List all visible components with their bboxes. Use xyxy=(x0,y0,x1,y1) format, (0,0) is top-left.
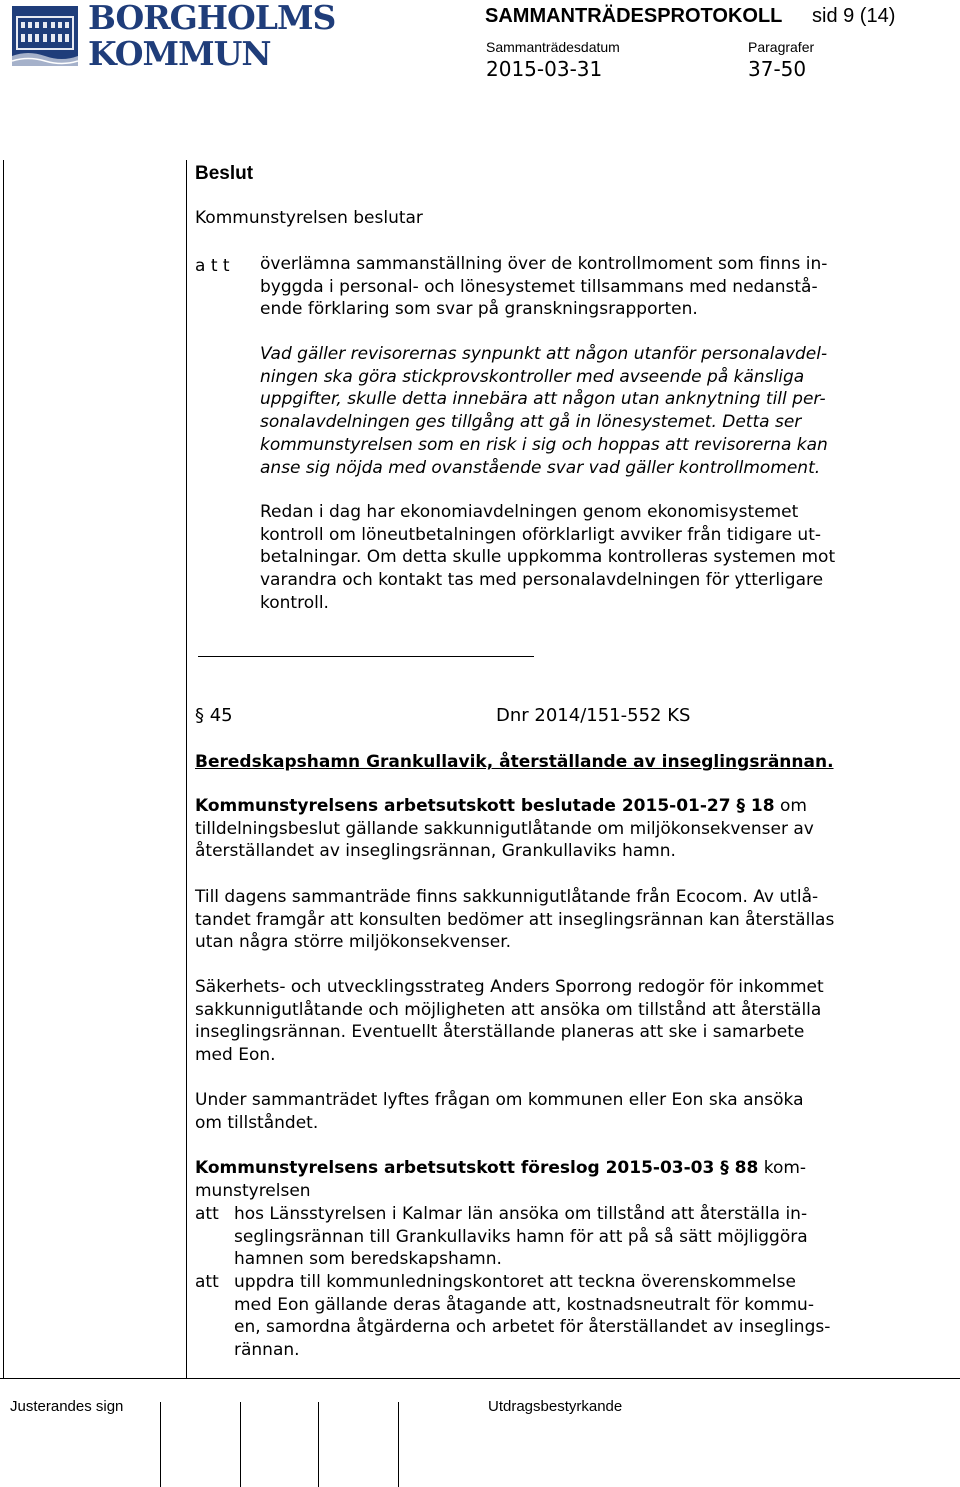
signature-field-divider xyxy=(240,1402,241,1487)
text-line: överlämna sammanställning över de kontrollmoment som finns in- xyxy=(260,254,828,274)
text-line: betalningar. Om detta skulle uppkomma kontrolleras systemen mot xyxy=(260,547,836,568)
meeting-date-value: 2015-03-31 xyxy=(486,57,603,81)
text-line: Till dagens sammanträde finns sakkunnigutlåtande från Ecocom. Av utlå- xyxy=(195,887,819,907)
att-marker-2: att xyxy=(195,1272,219,1292)
left-margin-rule xyxy=(3,160,4,1378)
signature-field-divider xyxy=(398,1402,399,1487)
document-title: SAMMANTRÄDESPROTOKOLL xyxy=(485,5,783,27)
text-line: tandet framgår att konsulten bedömer att inseglingsrännan kan återställas xyxy=(195,909,835,930)
logo-text-line1: BORGHOLMS xyxy=(88,0,336,37)
text-line: kommunstyrelsen som en risk i sig och hoppas att revisorerna kan xyxy=(260,434,828,455)
text-line: Redan i dag har ekonomiavdelningen genom ekonomisystemet xyxy=(260,502,799,522)
text-line: hos Länsstyrelsen i Kalmar län ansöka om tillstånd att återställa in- xyxy=(234,1204,808,1224)
case-number: Dnr 2014/151-552 KS xyxy=(496,705,691,726)
text-line: ende förklaring som svar på granskningsrapporten. xyxy=(260,299,698,320)
text-line: en, samordna åtgärderna och arbetet för återställandet av inseglings- xyxy=(234,1317,831,1338)
text-line: återställandet av inseglingsrännan, Grankullaviks hamn. xyxy=(195,841,676,862)
meeting-date-label: Sammanträdesdatum xyxy=(486,39,620,55)
text-line: varandra och kontakt tas med personalavdelningen för ytterligare xyxy=(260,570,824,591)
text-line: uppdra till kommunledningskontoret att teckna överenskommelse xyxy=(234,1272,796,1292)
att-item-2 xyxy=(234,1271,830,1362)
section-paragraph-4 xyxy=(195,1089,804,1134)
text-line: med Eon gällande deras åtagande att, kostnadsneutralt för kommu- xyxy=(234,1294,814,1315)
section-title: Beredskapshamn Grankullavik, återställande av inseglingsrännan. xyxy=(195,752,834,772)
paragraphs-label: Paragrafer xyxy=(748,39,815,55)
att-label: a t t xyxy=(195,256,230,276)
text-line xyxy=(195,795,814,818)
text-line: Vad gäller revisorernas synpunkt att någon utanför personalavdel- xyxy=(260,344,828,364)
section-paragraph-5 xyxy=(195,1157,806,1202)
text-line: utan några större miljökonsekvenser. xyxy=(195,932,512,953)
certification-label: Utdragsbestyrkande xyxy=(488,1398,623,1415)
text-line xyxy=(195,1157,806,1180)
text-fragment: kom- xyxy=(758,1158,807,1178)
text-line: anse sig nöjda med ovanstående svar vad gäller kontrollmoment. xyxy=(260,457,821,478)
municipal-crest-logo xyxy=(12,6,78,66)
text-line: om tillståndet. xyxy=(195,1112,319,1133)
decision-italic-paragraph xyxy=(260,343,828,479)
section-separator xyxy=(198,656,534,657)
section-paragraph-2 xyxy=(195,886,834,954)
text-line: seglingsrännan till Grankullaviks hamn för att på så sätt möjliggöra xyxy=(234,1226,808,1247)
text-line: Under sammanträdet lyftes frågan om kommunen eller Eon ska ansöka xyxy=(195,1090,804,1110)
att-item-1 xyxy=(234,1203,808,1271)
bold-reference: Kommunstyrelsens arbetsutskott beslutade 2015-01-27 § 18 xyxy=(195,796,775,816)
text-line: uppgifter, skulle detta innebära att någon utan anknytning till per- xyxy=(260,389,826,410)
section-number: § 45 xyxy=(195,705,233,726)
signature-label: Justerandes sign xyxy=(10,1398,124,1415)
footer-rule xyxy=(0,1378,960,1379)
text-line: sakkunnigutlåtande och möjligheten att ansöka om tillstånd att återställa xyxy=(195,999,822,1020)
text-line: byggda i personal- och lönesystemet tillsammans med nedanstå- xyxy=(260,276,818,297)
text-line: tilldelningsbeslut gällande sakkunnigutlåtande om miljökonsekvenser av xyxy=(195,818,814,839)
att-marker-1: att xyxy=(195,1204,219,1224)
page-number: sid 9 (14) xyxy=(812,5,896,27)
text-line: sonalavdelningen ges tillgång att gå in lönesystemet. Detta ser xyxy=(260,412,802,433)
text-line: med Eon. xyxy=(195,1045,276,1066)
section-paragraph-3 xyxy=(195,976,824,1067)
text-line: kontroll. xyxy=(260,592,329,613)
text-line: kontroll om löneutbetalningen oförklarligt avviker från tidigare ut- xyxy=(260,524,822,545)
text-line: Säkerhets- och utvecklingsstrateg Anders Sporrong redogör för inkommet xyxy=(195,977,824,997)
bold-reference: Kommunstyrelsens arbetsutskott föreslog 2015-03-03 § 88 xyxy=(195,1158,759,1178)
decision-heading: Beslut xyxy=(195,163,254,184)
paragraphs-value: 37-50 xyxy=(748,57,807,81)
text-line: rännan. xyxy=(234,1340,300,1361)
logo-text-line2: KOMMUN xyxy=(88,34,271,73)
decision-plain-paragraph xyxy=(260,501,835,615)
signature-field-divider xyxy=(318,1402,319,1487)
text-line: munstyrelsen xyxy=(195,1180,311,1201)
text-line: ningen ska göra stickprovskontroller med avseende på känsliga xyxy=(260,366,805,387)
text-line: inseglingsrännan. Eventuellt återställande planeras att ske i samarbete xyxy=(195,1022,805,1043)
decision-att-paragraph xyxy=(260,253,827,321)
text-fragment: om xyxy=(774,796,807,816)
decision-subject: Kommunstyrelsen beslutar xyxy=(195,208,423,228)
text-line: hamnen som beredskapshamn. xyxy=(234,1249,502,1270)
section-paragraph-1 xyxy=(195,795,814,863)
inner-margin-rule xyxy=(186,160,187,1378)
signature-field-divider xyxy=(160,1402,161,1487)
